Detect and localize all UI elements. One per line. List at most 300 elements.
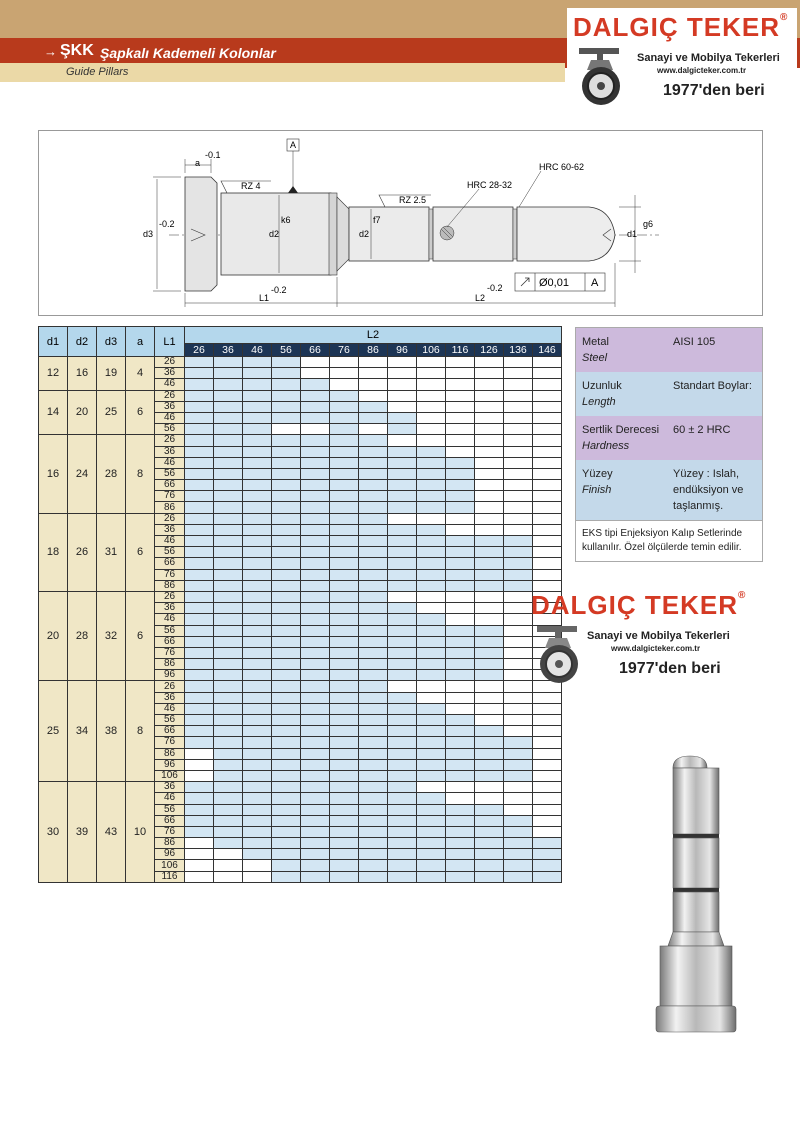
availability-cell — [214, 569, 243, 580]
l1-value: 66 — [155, 815, 185, 826]
availability-cell — [388, 412, 417, 423]
availability-cell — [301, 435, 330, 446]
availability-cell — [475, 524, 504, 535]
availability-cell — [504, 513, 533, 524]
availability-cell — [475, 591, 504, 602]
availability-cell — [533, 401, 562, 412]
availability-cell — [185, 815, 214, 826]
availability-cell — [388, 670, 417, 681]
availability-cell — [475, 412, 504, 423]
l1-label: L1 — [259, 293, 270, 303]
availability-cell — [272, 446, 301, 457]
availability-cell — [243, 491, 272, 502]
l1-value: 76 — [155, 569, 185, 580]
l1-value: 56 — [155, 715, 185, 726]
spec-hardness-value: 60 ± 2 HRC — [669, 416, 762, 460]
availability-cell — [446, 401, 475, 412]
availability-cell — [243, 614, 272, 625]
group-d1: 20 — [39, 591, 68, 681]
availability-cell — [388, 614, 417, 625]
l1-value: 36 — [155, 401, 185, 412]
l1-value: 36 — [155, 782, 185, 793]
availability-cell — [243, 715, 272, 726]
availability-cell — [359, 726, 388, 737]
availability-cell — [185, 468, 214, 479]
col-header-a: a — [126, 327, 155, 357]
availability-cell — [533, 457, 562, 468]
spec-row-hardness — [576, 416, 762, 460]
availability-cell — [446, 860, 475, 871]
availability-cell — [243, 838, 272, 849]
availability-cell — [417, 379, 446, 390]
availability-cell — [417, 569, 446, 580]
group-d1: 14 — [39, 390, 68, 435]
availability-cell — [388, 558, 417, 569]
availability-cell — [475, 580, 504, 591]
availability-cell — [417, 614, 446, 625]
availability-cell — [330, 390, 359, 401]
table-row — [39, 513, 562, 524]
group-a: 8 — [126, 435, 155, 513]
availability-cell — [475, 390, 504, 401]
availability-cell — [330, 603, 359, 614]
availability-cell — [504, 703, 533, 714]
availability-cell — [388, 659, 417, 670]
availability-cell — [533, 468, 562, 479]
availability-cell — [243, 502, 272, 513]
availability-cell — [214, 446, 243, 457]
availability-cell — [185, 457, 214, 468]
availability-cell — [417, 368, 446, 379]
l2-header-146: 146 — [533, 344, 562, 357]
availability-cell — [185, 838, 214, 849]
size-table-body — [39, 357, 562, 883]
col-header-l2: L2 — [185, 327, 562, 344]
group-d2: 28 — [68, 591, 97, 681]
availability-cell — [330, 804, 359, 815]
availability-cell — [330, 715, 359, 726]
availability-cell — [417, 782, 446, 793]
availability-cell — [446, 815, 475, 826]
availability-cell — [330, 424, 359, 435]
availability-cell — [185, 715, 214, 726]
d2-label-2: d2 — [359, 229, 370, 239]
availability-cell — [533, 446, 562, 457]
availability-cell — [185, 849, 214, 860]
technical-drawing — [38, 130, 763, 316]
availability-cell — [301, 379, 330, 390]
availability-cell — [185, 502, 214, 513]
availability-cell — [388, 368, 417, 379]
availability-cell — [475, 468, 504, 479]
availability-cell — [214, 368, 243, 379]
availability-cell — [272, 726, 301, 737]
availability-cell — [359, 401, 388, 412]
availability-cell — [504, 524, 533, 535]
group-d1: 12 — [39, 357, 68, 391]
availability-cell — [330, 502, 359, 513]
availability-cell — [185, 379, 214, 390]
availability-cell — [504, 491, 533, 502]
availability-cell — [301, 368, 330, 379]
availability-cell — [301, 681, 330, 692]
availability-cell — [388, 379, 417, 390]
availability-cell — [185, 692, 214, 703]
availability-cell — [185, 558, 214, 569]
availability-cell — [504, 368, 533, 379]
availability-cell — [330, 614, 359, 625]
availability-cell — [533, 536, 562, 547]
availability-cell — [475, 603, 504, 614]
brand-logo-middle — [527, 588, 752, 688]
availability-cell — [417, 513, 446, 524]
availability-cell — [388, 401, 417, 412]
tol-l2-label: -0.2 — [487, 283, 503, 293]
availability-cell — [214, 390, 243, 401]
availability-cell — [504, 770, 533, 781]
availability-cell — [504, 424, 533, 435]
availability-cell — [475, 502, 504, 513]
l1-value: 96 — [155, 759, 185, 770]
availability-cell — [301, 647, 330, 658]
availability-cell — [214, 435, 243, 446]
availability-cell — [330, 435, 359, 446]
availability-cell — [533, 357, 562, 368]
availability-cell — [330, 770, 359, 781]
availability-cell — [359, 849, 388, 860]
availability-cell — [446, 491, 475, 502]
availability-cell — [417, 647, 446, 658]
availability-cell — [417, 424, 446, 435]
availability-cell — [301, 860, 330, 871]
availability-cell — [446, 580, 475, 591]
l2-header-136: 136 — [504, 344, 533, 357]
table-row — [39, 782, 562, 793]
availability-cell — [417, 692, 446, 703]
availability-cell — [533, 715, 562, 726]
availability-cell — [185, 871, 214, 882]
availability-cell — [388, 513, 417, 524]
availability-cell — [359, 524, 388, 535]
availability-cell — [214, 603, 243, 614]
availability-cell — [185, 748, 214, 759]
availability-cell — [475, 815, 504, 826]
availability-cell — [330, 692, 359, 703]
availability-cell — [272, 591, 301, 602]
availability-cell — [417, 681, 446, 692]
l2-label: L2 — [475, 293, 486, 303]
availability-cell — [214, 670, 243, 681]
availability-cell — [330, 524, 359, 535]
availability-cell — [272, 412, 301, 423]
l1-value: 66 — [155, 558, 185, 569]
availability-cell — [533, 502, 562, 513]
availability-cell — [388, 782, 417, 793]
availability-cell — [301, 759, 330, 770]
availability-cell — [301, 591, 330, 602]
availability-cell — [446, 480, 475, 491]
availability-cell — [417, 480, 446, 491]
availability-cell — [301, 770, 330, 781]
availability-cell — [446, 547, 475, 558]
tol-a-label: -0.1 — [205, 150, 221, 160]
availability-cell — [475, 480, 504, 491]
availability-cell — [446, 636, 475, 647]
group-a: 10 — [126, 782, 155, 883]
a-label: a — [195, 158, 201, 168]
availability-cell — [301, 614, 330, 625]
availability-cell — [243, 558, 272, 569]
spec-hardness-label: Sertlik Derecesi — [582, 424, 660, 436]
availability-cell — [243, 603, 272, 614]
hrc-2832-label: HRC 28-32 — [467, 180, 513, 190]
availability-cell — [272, 580, 301, 591]
availability-cell — [272, 625, 301, 636]
group-d3: 31 — [97, 513, 126, 591]
availability-cell — [214, 591, 243, 602]
availability-cell — [243, 435, 272, 446]
availability-cell — [243, 390, 272, 401]
availability-cell — [185, 703, 214, 714]
availability-cell — [475, 547, 504, 558]
availability-cell — [359, 513, 388, 524]
availability-cell — [533, 703, 562, 714]
availability-cell — [330, 412, 359, 423]
availability-cell — [330, 838, 359, 849]
availability-cell — [185, 480, 214, 491]
availability-cell — [417, 401, 446, 412]
runout-ref: A — [591, 277, 599, 289]
availability-cell — [504, 748, 533, 759]
availability-cell — [185, 770, 214, 781]
availability-cell — [417, 804, 446, 815]
availability-cell — [272, 782, 301, 793]
d1-label: d1 — [627, 229, 638, 239]
availability-cell — [243, 357, 272, 368]
availability-cell — [214, 770, 243, 781]
availability-cell — [301, 793, 330, 804]
availability-cell — [417, 726, 446, 737]
availability-cell — [272, 603, 301, 614]
availability-cell — [417, 838, 446, 849]
availability-cell — [272, 860, 301, 871]
availability-cell — [272, 480, 301, 491]
availability-cell — [330, 670, 359, 681]
availability-cell — [388, 815, 417, 826]
availability-cell — [446, 793, 475, 804]
availability-cell — [388, 468, 417, 479]
availability-cell — [504, 547, 533, 558]
availability-cell — [417, 670, 446, 681]
availability-cell — [272, 558, 301, 569]
l2-header-86: 86 — [359, 344, 388, 357]
group-d2: 16 — [68, 357, 97, 391]
l1-value: 56 — [155, 804, 185, 815]
availability-cell — [475, 670, 504, 681]
l1-value: 76 — [155, 826, 185, 837]
availability-cell — [185, 826, 214, 837]
availability-cell — [272, 759, 301, 770]
l2-header-116: 116 — [446, 344, 475, 357]
datum-label: A — [290, 140, 297, 150]
availability-cell — [475, 636, 504, 647]
availability-cell — [359, 457, 388, 468]
l1-value: 86 — [155, 748, 185, 759]
availability-cell — [417, 524, 446, 535]
availability-cell — [243, 782, 272, 793]
l1-value: 46 — [155, 412, 185, 423]
availability-cell — [301, 625, 330, 636]
l1-value: 46 — [155, 379, 185, 390]
l1-value: 36 — [155, 692, 185, 703]
availability-cell — [243, 625, 272, 636]
availability-cell — [475, 770, 504, 781]
logo-brand-2: DALGIÇ TEKER® — [531, 590, 747, 620]
availability-cell — [446, 368, 475, 379]
availability-cell — [301, 547, 330, 558]
availability-cell — [243, 412, 272, 423]
availability-cell — [185, 446, 214, 457]
availability-cell — [243, 770, 272, 781]
availability-cell — [504, 468, 533, 479]
availability-cell — [417, 860, 446, 871]
l2-header-126: 126 — [475, 344, 504, 357]
availability-cell — [272, 692, 301, 703]
availability-cell — [388, 849, 417, 860]
availability-cell — [272, 748, 301, 759]
availability-cell — [243, 379, 272, 390]
availability-cell — [533, 748, 562, 759]
availability-cell — [475, 715, 504, 726]
availability-cell — [533, 390, 562, 401]
availability-cell — [475, 446, 504, 457]
availability-cell — [475, 726, 504, 737]
availability-cell — [504, 715, 533, 726]
group-d2: 26 — [68, 513, 97, 591]
availability-cell — [330, 782, 359, 793]
availability-cell — [446, 826, 475, 837]
logo-brand: DALGIÇ TEKER® — [573, 12, 789, 42]
availability-cell — [214, 625, 243, 636]
availability-cell — [214, 491, 243, 502]
availability-cell — [417, 770, 446, 781]
availability-cell — [359, 424, 388, 435]
availability-cell — [330, 491, 359, 502]
col-header-d2: d2 — [68, 327, 97, 357]
availability-cell — [301, 715, 330, 726]
availability-cell — [533, 871, 562, 882]
availability-cell — [446, 536, 475, 547]
availability-cell — [446, 513, 475, 524]
availability-cell — [533, 547, 562, 558]
l1-value: 86 — [155, 659, 185, 670]
availability-cell — [475, 368, 504, 379]
availability-cell — [301, 357, 330, 368]
availability-cell — [330, 457, 359, 468]
availability-cell — [301, 737, 330, 748]
availability-cell — [446, 390, 475, 401]
availability-cell — [301, 401, 330, 412]
availability-cell — [185, 636, 214, 647]
availability-cell — [533, 491, 562, 502]
availability-cell — [359, 815, 388, 826]
availability-cell — [214, 871, 243, 882]
group-a: 6 — [126, 591, 155, 681]
availability-cell — [214, 804, 243, 815]
group-d1: 30 — [39, 782, 68, 883]
availability-cell — [272, 636, 301, 647]
availability-cell — [185, 670, 214, 681]
availability-cell — [185, 759, 214, 770]
availability-cell — [214, 524, 243, 535]
availability-cell — [417, 457, 446, 468]
availability-cell — [359, 491, 388, 502]
availability-cell — [504, 446, 533, 457]
availability-cell — [301, 513, 330, 524]
availability-cell — [243, 457, 272, 468]
group-d1: 25 — [39, 681, 68, 782]
availability-cell — [446, 424, 475, 435]
availability-cell — [446, 715, 475, 726]
l2-header-66: 66 — [301, 344, 330, 357]
availability-cell — [533, 524, 562, 535]
availability-cell — [417, 491, 446, 502]
availability-cell — [504, 793, 533, 804]
availability-cell — [504, 480, 533, 491]
l1-value: 26 — [155, 390, 185, 401]
availability-cell — [272, 513, 301, 524]
availability-cell — [533, 424, 562, 435]
availability-cell — [417, 759, 446, 770]
availability-cell — [388, 860, 417, 871]
availability-cell — [301, 558, 330, 569]
availability-cell — [446, 770, 475, 781]
availability-cell — [243, 647, 272, 658]
availability-cell — [475, 804, 504, 815]
availability-cell — [504, 457, 533, 468]
d3-label: d3 — [143, 229, 154, 239]
l1-value: 76 — [155, 647, 185, 658]
availability-cell — [185, 401, 214, 412]
availability-cell — [475, 782, 504, 793]
availability-cell — [504, 782, 533, 793]
availability-cell — [301, 782, 330, 793]
group-d3: 32 — [97, 591, 126, 681]
availability-cell — [359, 435, 388, 446]
availability-cell — [272, 368, 301, 379]
availability-cell — [359, 748, 388, 759]
availability-cell — [446, 659, 475, 670]
availability-cell — [388, 871, 417, 882]
availability-cell — [504, 357, 533, 368]
availability-cell — [475, 647, 504, 658]
availability-cell — [359, 770, 388, 781]
availability-cell — [504, 838, 533, 849]
availability-cell — [359, 446, 388, 457]
availability-cell — [272, 424, 301, 435]
spec-row-metal — [576, 328, 762, 372]
availability-cell — [214, 759, 243, 770]
availability-cell — [359, 737, 388, 748]
availability-cell — [330, 468, 359, 479]
availability-cell — [475, 692, 504, 703]
availability-cell — [446, 681, 475, 692]
availability-cell — [475, 435, 504, 446]
availability-cell — [185, 860, 214, 871]
availability-cell — [533, 793, 562, 804]
availability-cell — [243, 446, 272, 457]
availability-cell — [417, 871, 446, 882]
